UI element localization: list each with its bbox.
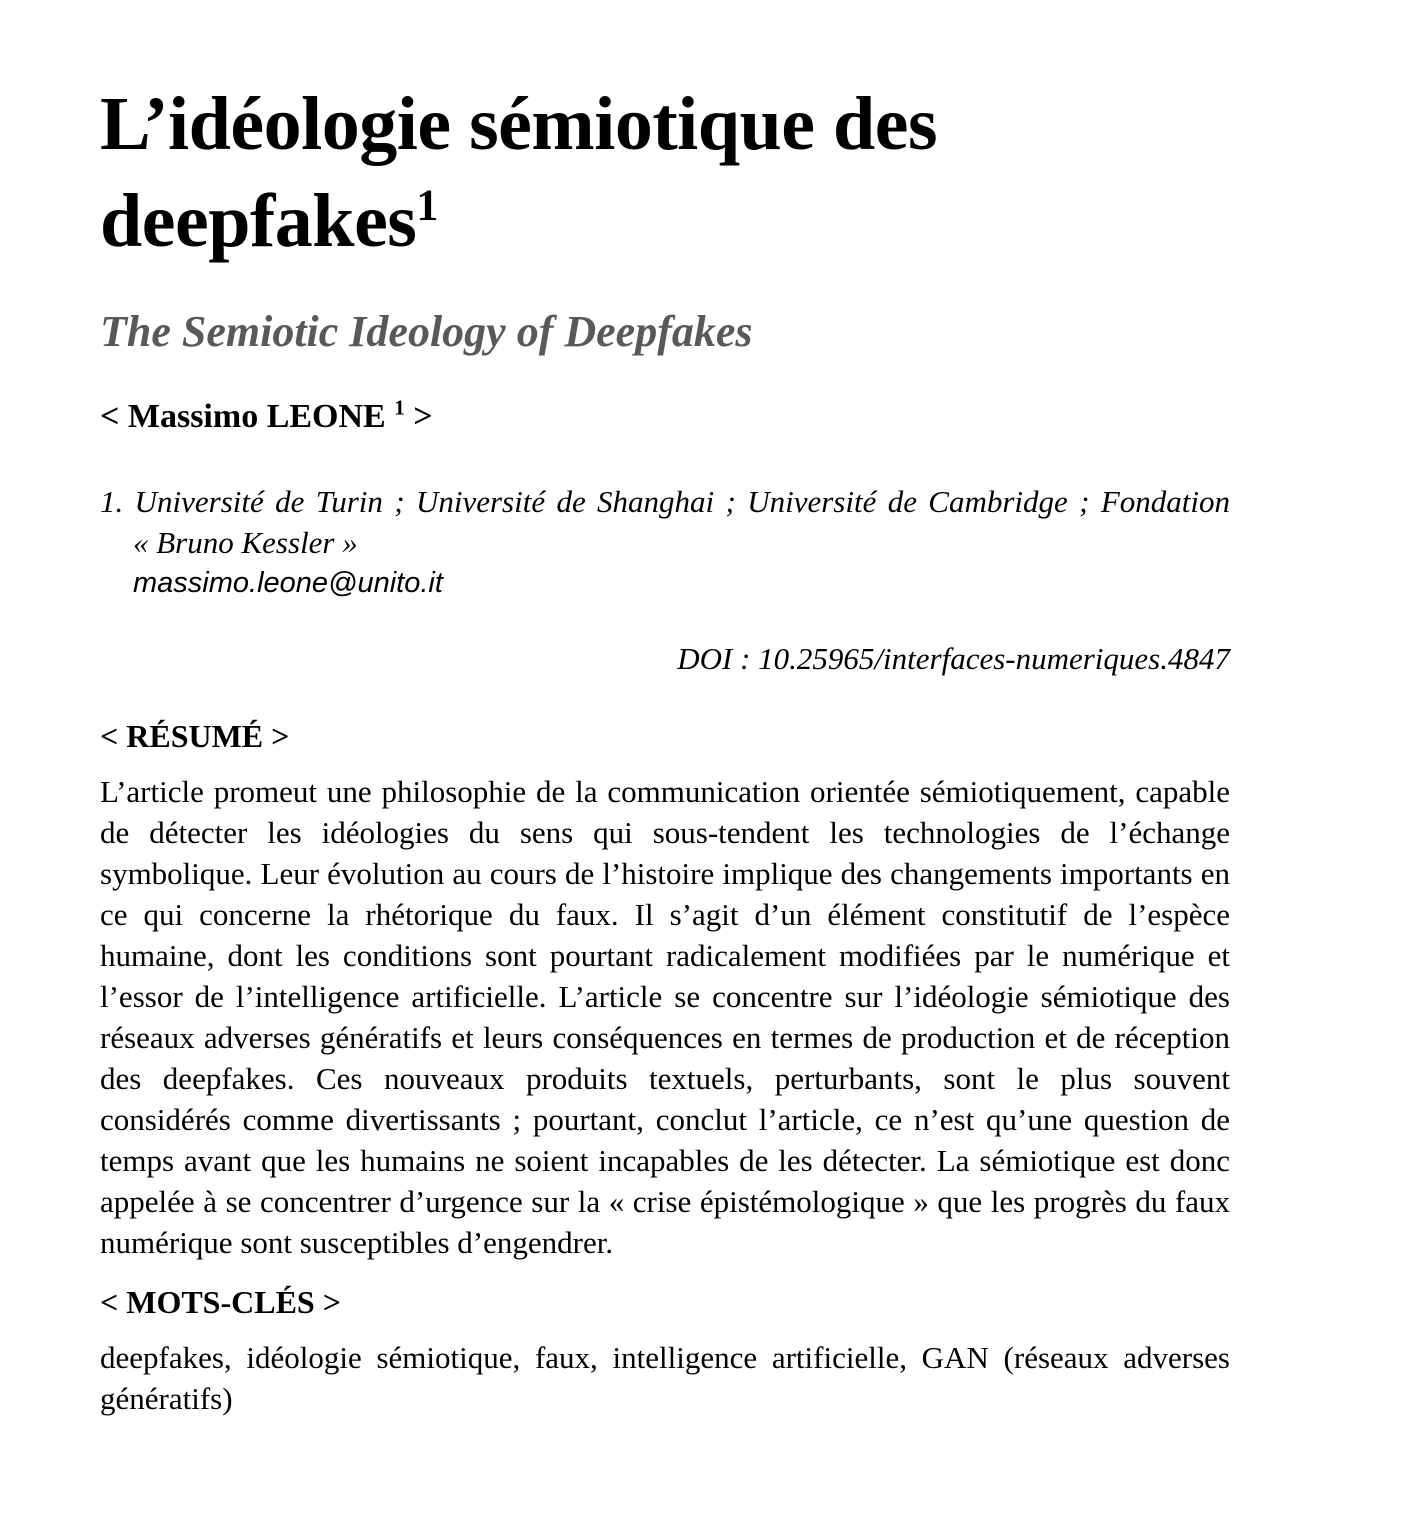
author-line-close: > [413, 398, 433, 435]
author-affiliation [100, 481, 1230, 563]
keywords-text: deepfakes, idéologie sémiotique, faux, intelligence artificielle, GAN (réseaux adverses génératifs) [100, 1340, 1230, 1416]
doi-line: DOI : 10.25965/interfaces-numeriques.4847 [677, 641, 1230, 676]
author-name: < Massimo LEONE [100, 398, 386, 435]
title-footnote-mark: 1 [416, 180, 438, 230]
affiliation-number: 1. [100, 484, 124, 519]
abstract-text: L’article promeut une philosophie de la communication orientée sémiotiquement, capable de détecter les idéologies du sens qui sous-tendent les technologies de l’échange symbolique. Leur évolution au cours de l’histoire implique des changements importants en ce qui concerne la rhétorique du faux. Il s’agit d’un élément constitutif de l’espèce humaine, dont les conditions sont pourtant radicalement modifiées par le numérique et l’essor de l’intelligence artificielle. L’article se concentre sur l’idéologie sémiotique des réseaux adverses génératifs et leurs conséquences en termes de production et de réception des deepfakes. Ces nouveaux produits textuels, perturbants, sont le plus souvent considérés comme divertissants ; pourtant, conclut l’article, ce n’est qu’une question de temps avant que les humains ne soient incapables de les détecter. La sémiotique est donc appelée à se concentrer d’urgence sur la « crise épistémologique » que les progrès du faux numérique sont susceptibles d’engendrer. [100, 774, 1230, 1260]
resume-heading: < RÉSUMÉ > [100, 718, 290, 754]
author-email: massimo.leone@unito.it [133, 567, 443, 599]
article-title [100, 76, 1230, 270]
affiliation-institutions: Université de Turin ; Université de Shanghai ; Université de Cambridge ; Fondation « Bruno Kessler » [133, 484, 1231, 560]
affiliation-block [100, 481, 1230, 604]
article-subtitle-english: The Semiotic Ideology of Deepfakes [100, 307, 753, 356]
mots-cles-heading: < MOTS-CLÉS > [100, 1284, 341, 1320]
author-line [100, 395, 1230, 439]
article-title-text: L’idéologie sémiotique des deepfakes [100, 82, 938, 263]
author-footnote-mark: 1 [394, 395, 405, 420]
